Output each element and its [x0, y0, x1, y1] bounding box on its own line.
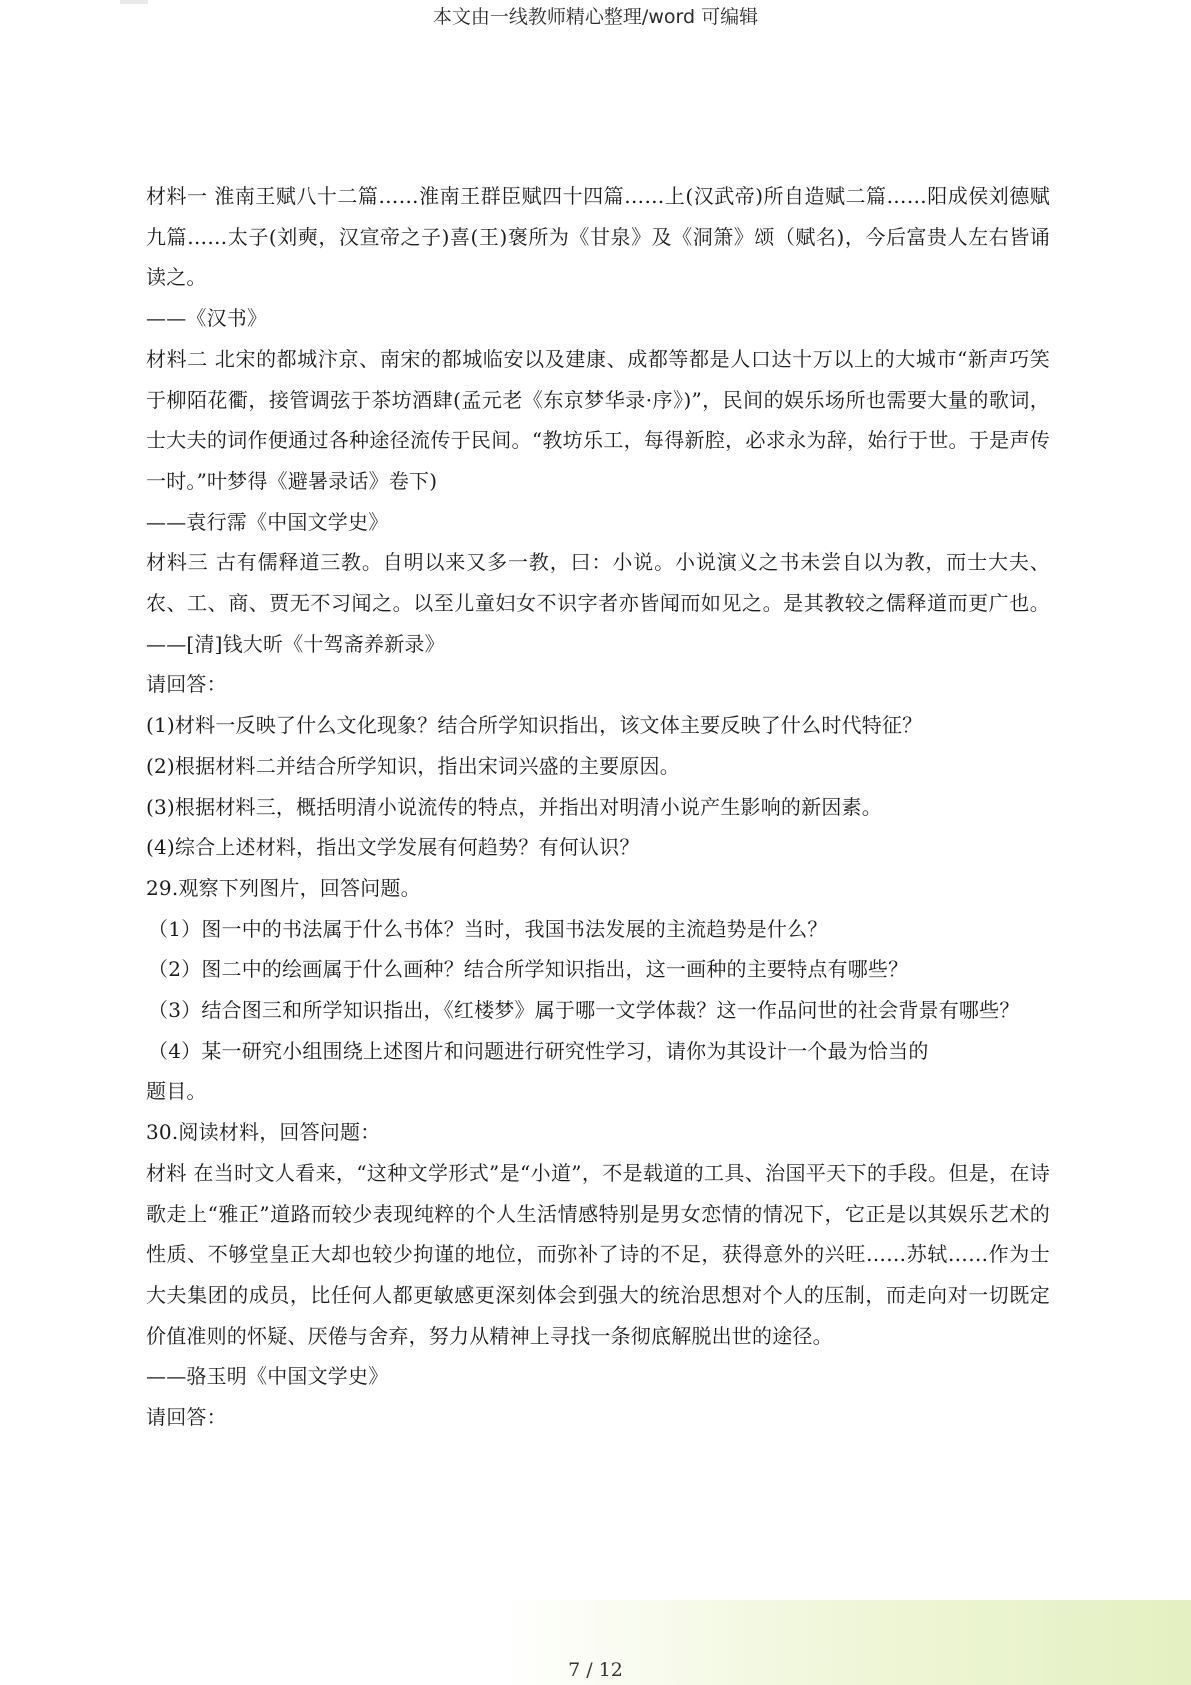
q29-title: 29.观察下列图片，回答问题。: [146, 875, 421, 900]
q30-title: 30.阅读材料，回答问题：: [146, 1120, 381, 1145]
question-3: (3)根据材料三，概括明清小说流传的特点，并指出对明清小说产生影响的新因素。: [146, 794, 882, 819]
question-1: (1)材料一反映了什么文化现象？结合所学知识指出，该文体主要反映了什么时代特征？: [146, 713, 923, 738]
source-1: ——《汉书》: [146, 306, 268, 331]
source-2: ——袁行霈《中国文学史》: [146, 509, 389, 534]
page-number: 7 / 12: [568, 1659, 623, 1681]
q29-3: （3）结合图三和所学知识指出，《红楼梦》属于哪一文学体裁？这一作品问世的社会背景有哪些？: [148, 998, 1020, 1023]
q30-material: 材料 在当时文人看来，“这种文学形式”是“小道”，不是载道的工具、治国平天下的手段。但是，在诗歌走上“雅正”道路而较少表现纯粹的个人生活情感特别是男女恋情的情况下，它正是以其娱乐艺术的性质、不够堂皇正大却也较少拘谨的地位，而弥补了诗的不足，获得意外的兴旺……苏轼……作为士大夫集团的成员，比任何人都更敏感更深刻体会到强大的统治思想对个人的压制，而走向对一切既定价值准则的怀疑、厌倦与舍弃，努力从精神上寻找一条彻底解脱出世的途径。: [146, 1160, 1050, 1348]
document-body: [146, 176, 1050, 1438]
q29-2: （2）图二中的绘画属于什么画种？结合所学知识指出，这一画种的主要特点有哪些？: [148, 957, 909, 982]
page-header: 本文由一线教师精心整理/word 可编辑: [432, 6, 759, 28]
q30-prompt: 请回答：: [146, 1405, 227, 1430]
q29-1: （1）图一中的书法属于什么书体？当时，我国书法发展的主流趋势是什么？: [148, 916, 828, 941]
question-4: (4)综合上述材料，指出文学发展有何趋势？有何认识？: [146, 835, 640, 860]
material-1: 材料一 淮南王赋八十二篇……淮南王群臣赋四十四篇……上(汉武帝)所自造赋二篇……阳成侯刘德赋九篇……太子(刘奭，汉宣帝之子)喜(王)褒所为《甘泉》及《洞箫》颂（赋名)，今后富贵人左右皆诵读之。: [146, 184, 1050, 290]
material-3: 材料三 古有儒释道三教。自明以来又多一教，曰：小说。小说演义之书未尝自以为教，而士大夫、农、工、商、贾无不习闻之。以至儿童妇女不识字者亦皆闻而如见之。是其教较之儒释道而更广也。 ——[清]钱大昕《十驾斋养新录》: [146, 550, 1050, 656]
material-2: 材料二 北宋的都城汴京、南宋的都城临安以及建康、成都等都是人口达十万以上的大城市“新声巧笑于柳陌花衢，接管调弦于茶坊酒肆(孟元老《东京梦华录·序》)”，民间的娱乐场所也需要大量的歌词，士大夫的词作便通过各种途径流传于民间。“教坊乐工，每得新腔，必求永为辞，始行于世。于是声传一时。”叶梦得《避暑录话》卷下): [146, 346, 1050, 493]
q29-4-cont: 题目。: [146, 1079, 207, 1104]
question-2: (2)根据材料二并结合所学知识，指出宋词兴盛的主要原因。: [146, 753, 680, 778]
q30-source: ——骆玉明《中国文学史》: [146, 1364, 389, 1389]
prompt-answer: 请回答：: [146, 672, 227, 697]
q29-4: （4）某一研究小组围绕上述图片和问题进行研究性学习，请你为其设计一个最为恰当的: [148, 1038, 929, 1063]
